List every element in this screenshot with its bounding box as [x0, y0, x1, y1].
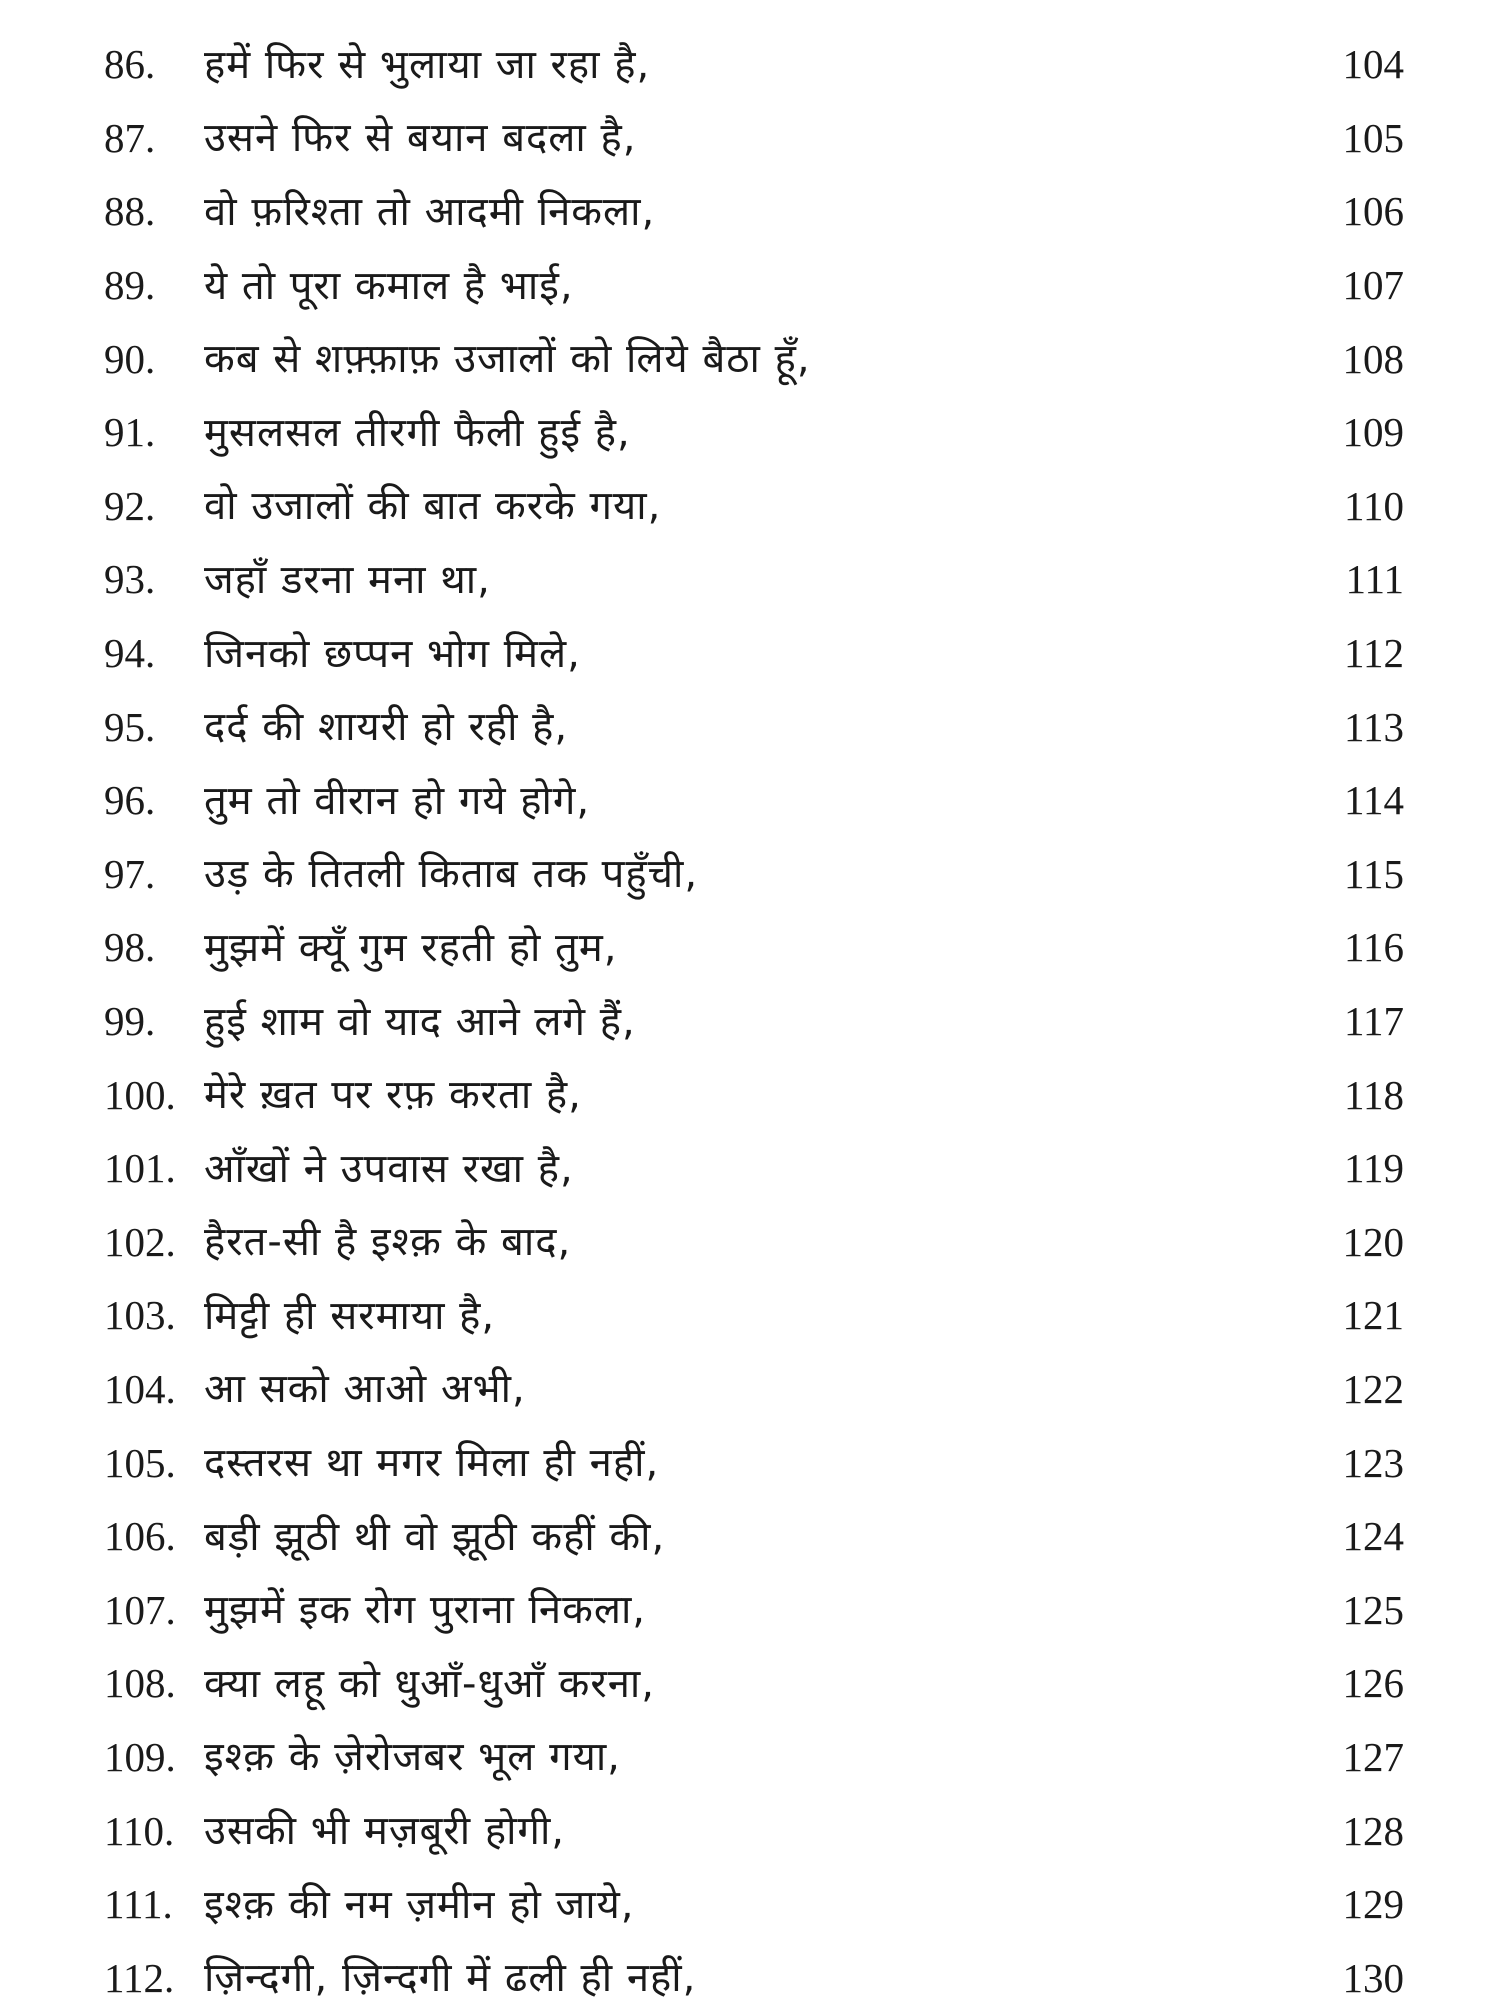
entry-number: 103.	[104, 1292, 176, 1339]
entry-number: 102.	[104, 1218, 176, 1265]
toc-entry	[104, 543, 1404, 617]
entry-page-number: 121	[1342, 1292, 1404, 1339]
toc-entry	[104, 1353, 1404, 1427]
entry-number: 111.	[104, 1881, 173, 1928]
entry-number: 87.	[104, 114, 156, 161]
entry-title: इश्क़ की नम ज़मीन हो जाये,	[204, 1881, 635, 1928]
entry-page-number: 125	[1342, 1586, 1404, 1633]
entry-title: दर्द की शायरी हो रही है,	[204, 704, 569, 751]
entry-page-number: 108	[1342, 335, 1404, 382]
entry-page-number: 126	[1342, 1660, 1404, 1707]
entry-page-number: 112	[1344, 630, 1404, 677]
entry-title: क्या लहू को धुआँ-धुआँ करना,	[204, 1660, 656, 1707]
toc-entry	[104, 764, 1404, 838]
entry-number: 91.	[104, 409, 156, 456]
entry-page-number: 117	[1344, 998, 1404, 1045]
entry-number: 98.	[104, 924, 156, 971]
entry-number: 104.	[104, 1365, 176, 1412]
entry-page-number: 107	[1342, 262, 1404, 309]
toc-entry	[104, 470, 1404, 544]
entry-number: 105.	[104, 1439, 176, 1486]
entry-number: 92.	[104, 482, 156, 529]
entry-title: उड़ के तितली किताब तक पहुँची,	[204, 851, 699, 898]
entry-title: उसने फिर से बयान बदला है,	[204, 115, 637, 162]
entry-page-number: 105	[1342, 114, 1404, 161]
toc-entry	[104, 1500, 1404, 1574]
entry-number: 110.	[104, 1807, 175, 1854]
entry-number: 88.	[104, 188, 156, 235]
entry-number: 109.	[104, 1733, 176, 1780]
entry-number: 112.	[104, 1954, 175, 2001]
entry-page-number: 124	[1342, 1513, 1404, 1560]
entry-number: 99.	[104, 998, 156, 1045]
toc-entry	[104, 911, 1404, 985]
toc-entry	[104, 690, 1404, 764]
entry-title: मुझमें क्यूँ गुम रहती हो तुम,	[204, 924, 618, 971]
entry-page-number: 110	[1344, 482, 1404, 529]
toc-entry	[104, 1721, 1404, 1795]
toc-entry	[104, 1058, 1404, 1132]
entry-page-number: 114	[1344, 777, 1404, 824]
entry-number: 96.	[104, 777, 156, 824]
entry-page-number: 130	[1342, 1954, 1404, 2001]
entry-page-number: 113	[1344, 703, 1404, 750]
entry-number: 100.	[104, 1071, 176, 1118]
toc-entry	[104, 838, 1404, 912]
entry-number: 89.	[104, 262, 156, 309]
toc-entry	[104, 396, 1404, 470]
entry-number: 107.	[104, 1586, 176, 1633]
entry-number: 108.	[104, 1660, 176, 1707]
entry-title: जिनको छप्पन भोग मिले,	[204, 630, 581, 677]
entry-title: वो उजालों की बात करके गया,	[204, 483, 662, 530]
entry-number: 94.	[104, 630, 156, 677]
entry-title: वो फ़रिश्ता तो आदमी निकला,	[204, 188, 656, 235]
entry-title: ज़िन्दगी, ज़िन्दगी में ढली ही नहीं,	[204, 1955, 697, 2002]
toc-entry	[104, 985, 1404, 1059]
entry-title: जहाँ डरना मना था,	[204, 556, 491, 603]
entry-title: हैरत-सी है इश्क़ के बाद,	[204, 1219, 572, 1266]
entry-page-number: 118	[1344, 1071, 1404, 1118]
entry-number: 97.	[104, 850, 156, 897]
toc-entry	[104, 1941, 1404, 2015]
entry-number: 95.	[104, 703, 156, 750]
toc-entry	[104, 1132, 1404, 1206]
entry-title: आँखों ने उपवास रखा है,	[204, 1145, 574, 1192]
entry-title: तुम तो वीरान हो गये होगे,	[204, 777, 591, 824]
toc-entry	[104, 1573, 1404, 1647]
entry-page-number: 119	[1344, 1145, 1404, 1192]
entry-page-number: 120	[1342, 1218, 1404, 1265]
entry-title: हमें फिर से भुलाया जा रहा है,	[204, 41, 651, 88]
entry-title: उसकी भी मज़बूरी होगी,	[204, 1808, 566, 1855]
toc-entry	[104, 249, 1404, 323]
entry-page-number: 129	[1342, 1881, 1404, 1928]
entry-number: 90.	[104, 335, 156, 382]
entry-title: इश्क़ के ज़ेरोजबर भूल गया,	[204, 1734, 621, 1781]
toc-entry	[104, 175, 1404, 249]
entry-title: मुझमें इक रोग पुराना निकला,	[204, 1587, 647, 1634]
entry-title: मिट्टी ही सरमाया है,	[204, 1292, 496, 1339]
entry-number: 101.	[104, 1145, 176, 1192]
entry-title: ये तो पूरा कमाल है भाई,	[204, 262, 574, 309]
entry-title: आ सको आओ अभी,	[204, 1366, 526, 1413]
entry-page-number: 127	[1342, 1733, 1404, 1780]
entry-page-number: 104	[1342, 41, 1404, 88]
toc-entry	[104, 617, 1404, 691]
entry-page-number: 122	[1342, 1365, 1404, 1412]
entry-title: मेरे ख़त पर रफ़ करता है,	[204, 1072, 582, 1119]
entry-page-number: 123	[1342, 1439, 1404, 1486]
entry-title: कब से शफ़्फ़ाफ़ उजालों को लिये बैठा हूँ,	[204, 336, 811, 383]
entry-title: दस्तरस था मगर मिला ही नहीं,	[204, 1440, 660, 1487]
entry-page-number: 111	[1345, 556, 1404, 603]
toc-entry	[104, 28, 1404, 102]
entry-page-number: 128	[1342, 1807, 1404, 1854]
toc-list	[104, 28, 1404, 2015]
entry-page-number: 106	[1342, 188, 1404, 235]
toc-entry	[104, 1279, 1404, 1353]
toc-entry	[104, 102, 1404, 176]
entry-page-number: 115	[1344, 850, 1404, 897]
entry-title: हुई शाम वो याद आने लगे हैं,	[204, 998, 636, 1045]
entry-page-number: 109	[1342, 409, 1404, 456]
entry-page-number: 116	[1344, 924, 1404, 971]
toc-entry	[104, 1868, 1404, 1942]
entry-number: 93.	[104, 556, 156, 603]
toc-entry	[104, 1794, 1404, 1868]
entry-title: बड़ी झूठी थी वो झूठी कहीं की,	[204, 1513, 666, 1560]
toc-entry	[104, 322, 1404, 396]
entry-title: मुसलसल तीरगी फैली हुई है,	[204, 409, 631, 456]
toc-entry	[104, 1206, 1404, 1280]
entry-number: 106.	[104, 1513, 176, 1560]
entry-number: 86.	[104, 41, 156, 88]
toc-entry	[104, 1647, 1404, 1721]
toc-entry	[104, 1426, 1404, 1500]
